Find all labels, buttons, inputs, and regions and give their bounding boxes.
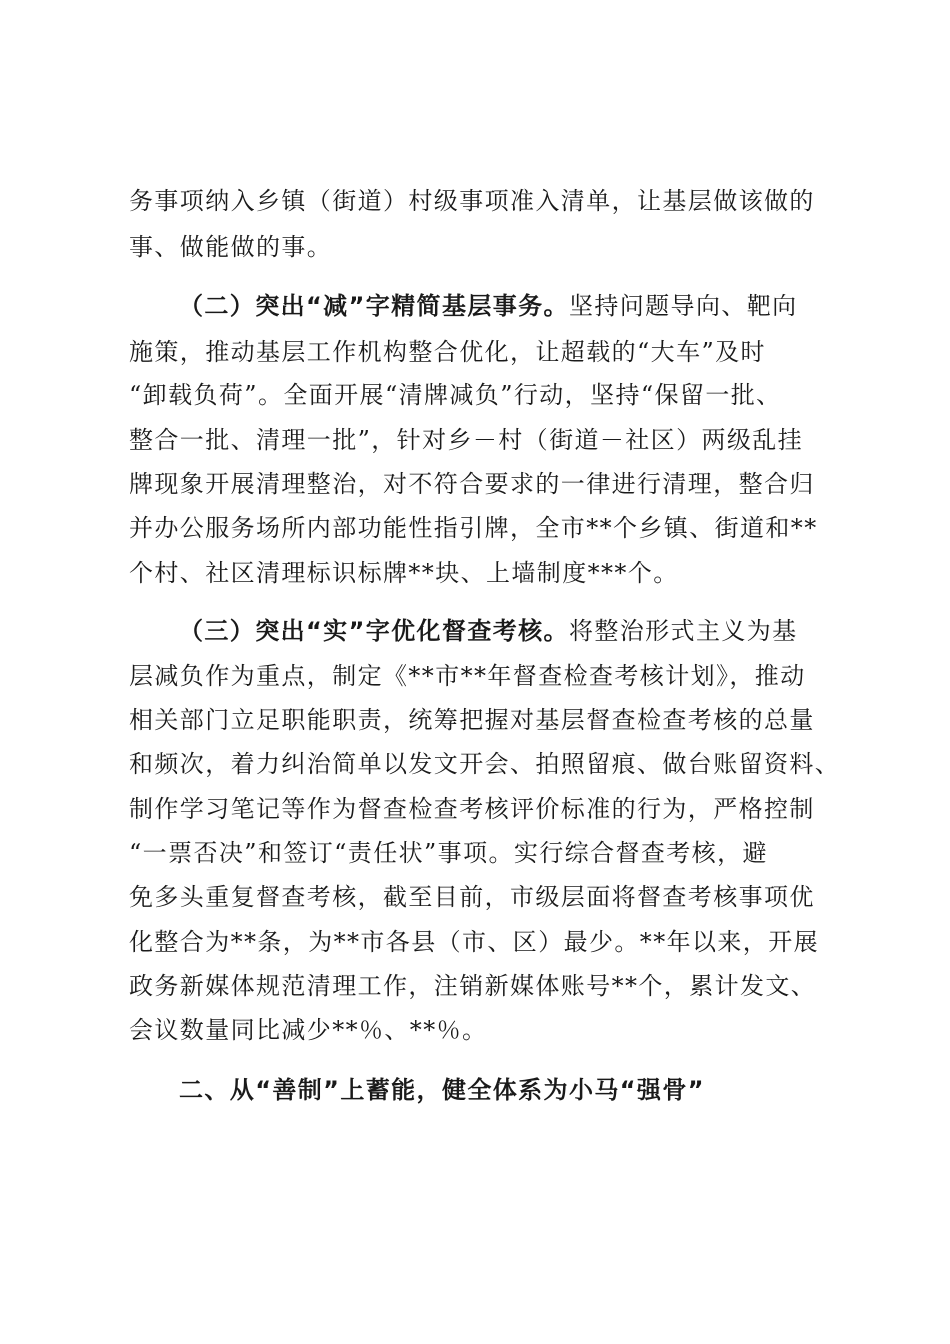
paragraph-2-line-2: 施策，推动基层工作机构整合优化，让超载的“大车”及时 [129, 338, 766, 366]
paragraph-2-line-1 [179, 289, 829, 323]
paragraph-3-first-line-text: 将整治形式主义为基 [568, 617, 798, 645]
paragraph-3-line-9: 政务新媒体规范清理工作，注销新媒体账号**个，累计发文、 [129, 972, 817, 1000]
paragraph-3-heading: （三）突出“实”字优化督查考核。 [179, 617, 569, 645]
paragraph-2-line-4: 整合一批、清理一批”，针对乡－村（街道－社区）两级乱挂 [129, 426, 804, 454]
paragraph-3-line-10: 会议数量同比减少**％、**％。 [129, 1016, 488, 1044]
paragraph-2-line-3: “卸载负荷”。全面开展“清牌减负”行动，坚持“保留一批、 [129, 381, 782, 409]
paragraph-3-line-7: 免多头重复督查考核，截至目前，市级层面将督查考核事项优 [129, 883, 815, 911]
paragraph-3-line-2: 层减负作为重点，制定《**市**年督查检查考核计划》，推动 [129, 662, 806, 690]
paragraph-2-line-6: 并办公服务场所内部功能性指引牌，全市**个乡镇、街道和** [129, 514, 818, 542]
paragraph-2-heading: （二）突出“减”字精简基层事务。 [179, 292, 569, 320]
paragraph-3-line-8: 化整合为**条，为**市各县（市、区）最少。**年以来，开展 [129, 928, 819, 956]
paragraph-3-line-5: 制作学习笔记等作为督查检查考核评价标准的行为，严格控制 [129, 795, 815, 823]
paragraph-1-line-1: 务事项纳入乡镇（街道）村级事项准入清单，让基层做该做的 [129, 187, 815, 215]
paragraph-2-line-7: 个村、社区清理标识标牌**块、上墙制度***个。 [129, 559, 679, 587]
paragraph-2-first-line-text: 坚持问题导向、靶向 [568, 292, 798, 320]
paragraph-3-line-4: 和频次，着力纠治简单以发文开会、拍照留痕、做台账留资料、 [129, 750, 841, 778]
section-heading: 二、从“善制”上蓄能，健全体系为小马“强骨” [179, 1076, 705, 1104]
paragraph-2-line-5: 牌现象开展清理整治，对不符合要求的一律进行清理，整合归 [129, 470, 815, 498]
paragraph-3-line-6: “一票否决”和签订“责任状”事项。实行综合督查考核，避 [129, 839, 768, 867]
paragraph-1-line-2: 事、做能做的事。 [129, 233, 333, 261]
paragraph-3-line-3: 相关部门立足职能职责，统筹把握对基层督查检查考核的总量 [129, 706, 815, 734]
paragraph-3-line-1 [179, 614, 829, 648]
